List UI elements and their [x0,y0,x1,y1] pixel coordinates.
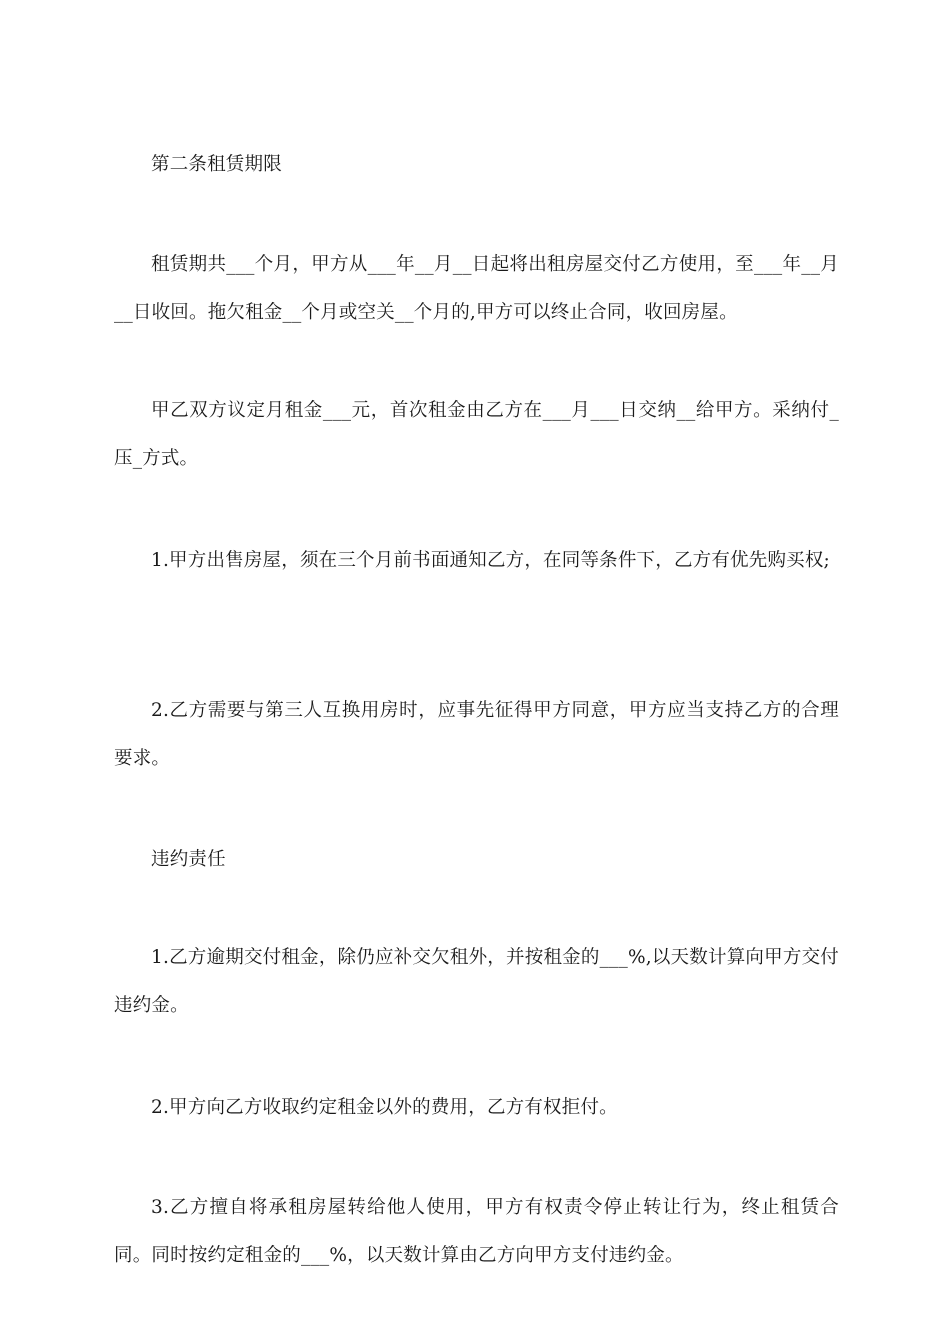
lease-term-paragraph: 租赁期共___个月，甲方从___年__月__日起将出租房屋交付乙方使用，至___年__月__日收回。拖欠租金__个月或空关__个月的,甲方可以终止合同，收回房屋。 [114,254,839,323]
rent-paragraph: 甲乙双方议定月租金___元，首次租金由乙方在___月___日交纳__给甲方。采纳付_压_方式。 [114,400,839,469]
breach-clause-3: 3.乙方擅自将承租房屋转给他人使用，甲方有权责令停止转让行为，终止租赁合同。同时按约定租金的___%，以天数计算由乙方向甲方支付违约金。 [114,1197,839,1266]
sale-clause-paragraph: 1.甲方出售房屋，须在三个月前书面通知乙方，在同等条件下，乙方有优先购买权; [151,550,830,571]
section-heading-breach: 违约责任 [151,849,226,870]
breach-clause-1: 1.乙方逾期交付租金，除仍应补交欠租外，并按租金的___%,以天数计算向甲方交付违约金。 [114,947,839,1016]
exchange-clause-paragraph: 2.乙方需要与第三人互换用房时，应事先征得甲方同意，甲方应当支持乙方的合理要求。 [114,700,839,769]
section-heading-lease-term: 第二条租赁期限 [151,154,282,175]
breach-clause-2: 2.甲方向乙方收取约定租金以外的费用，乙方有权拒付。 [151,1097,618,1118]
